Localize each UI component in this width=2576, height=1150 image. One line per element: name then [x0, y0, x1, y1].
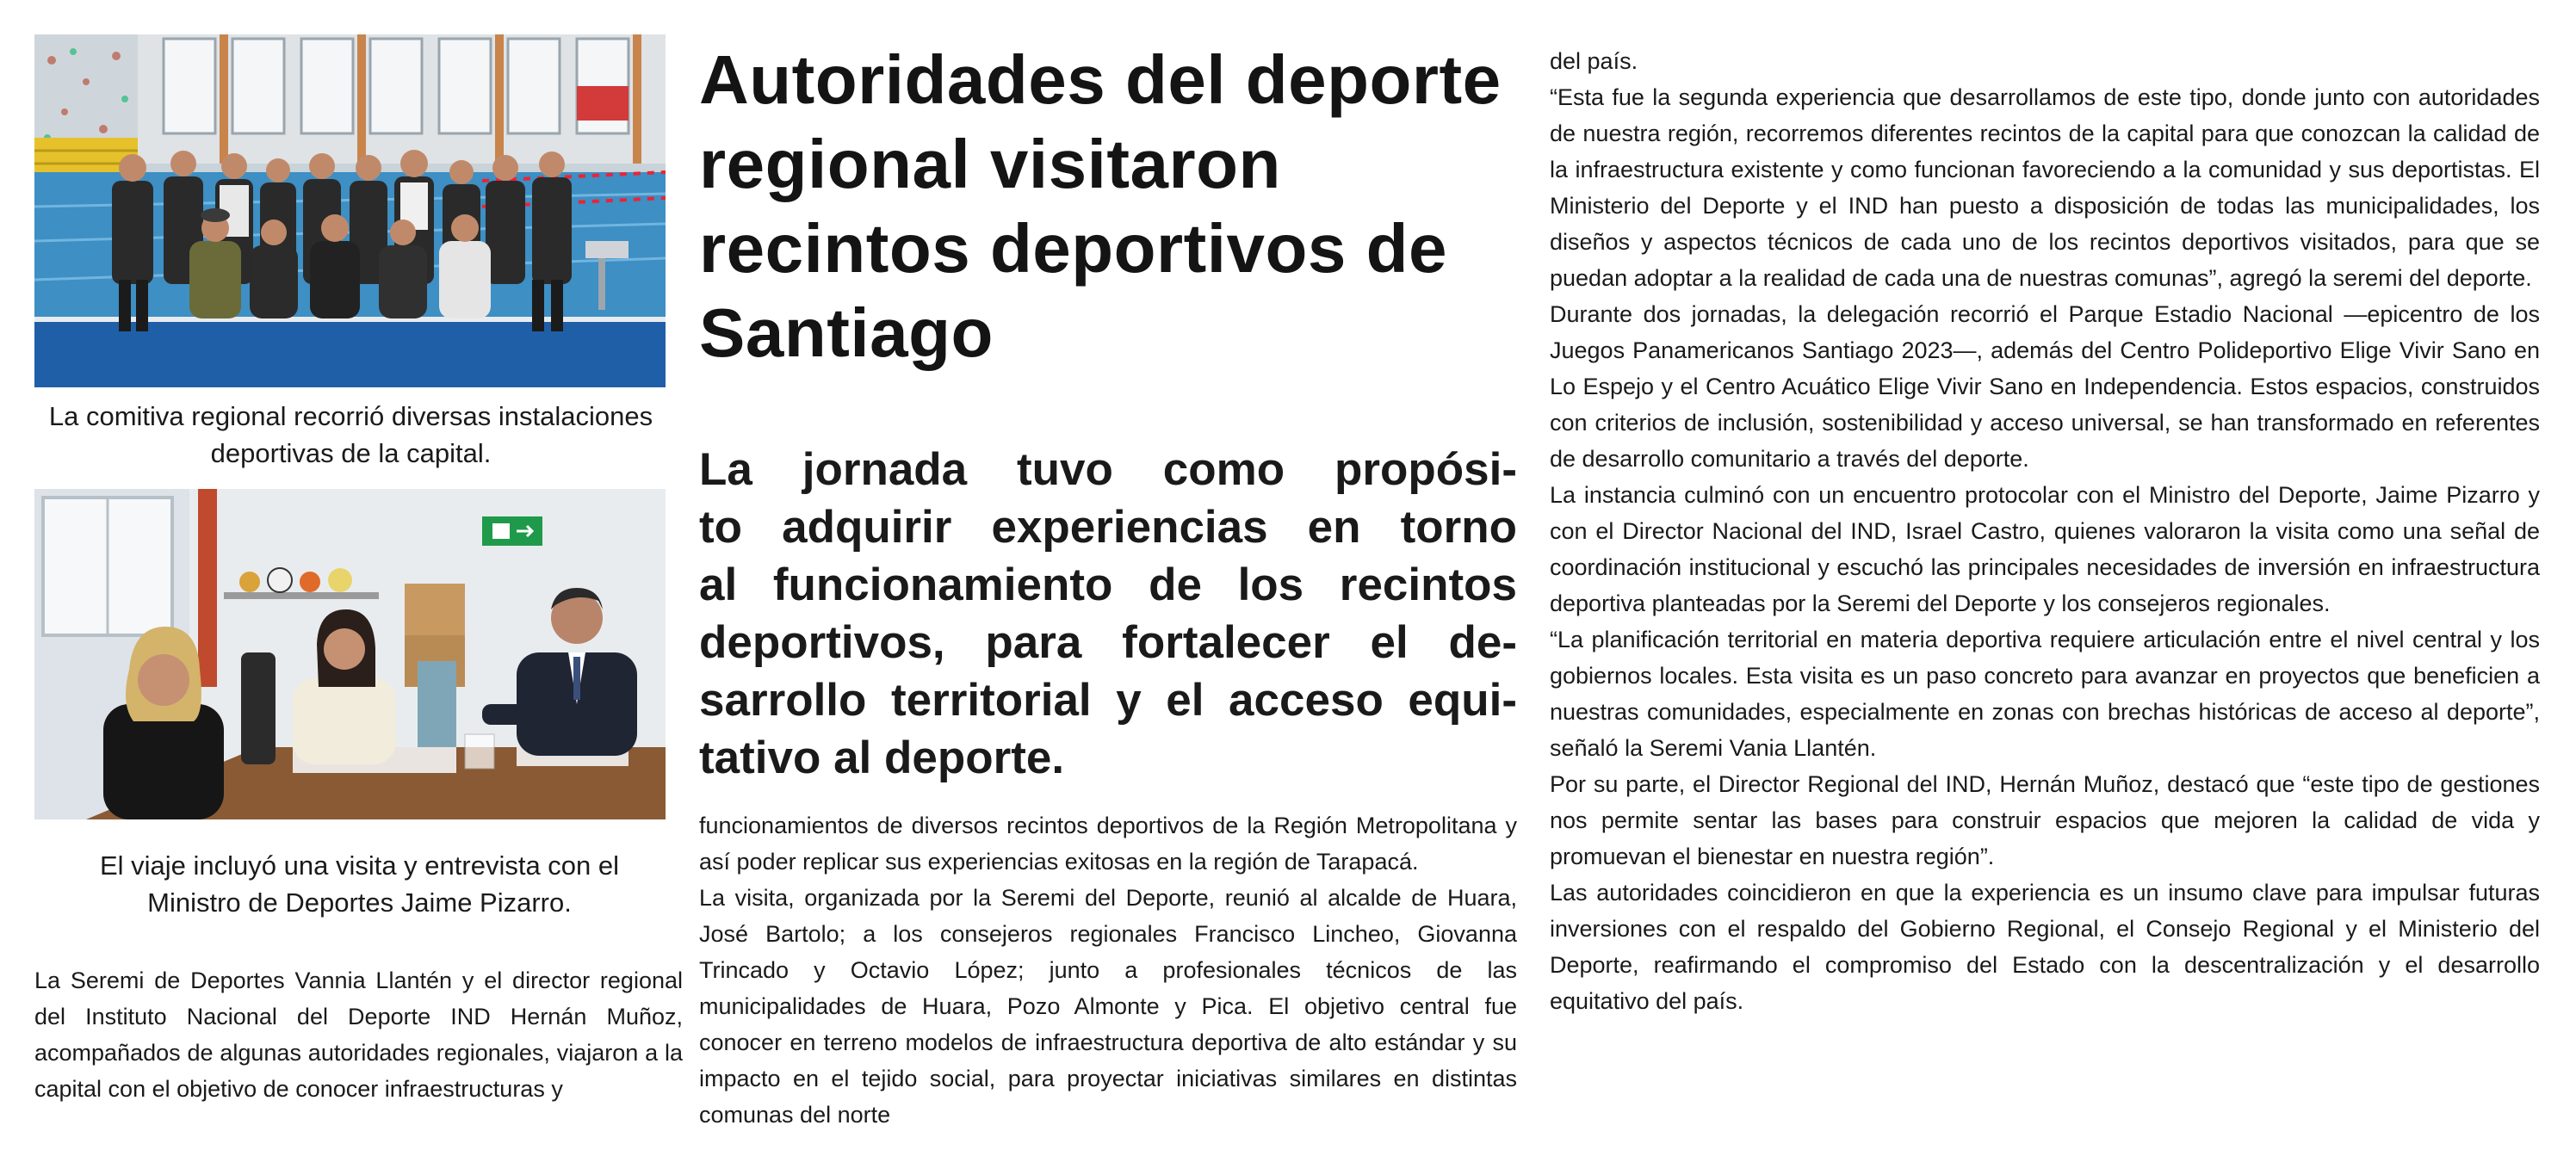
- pool-photo-illustration: [34, 34, 666, 387]
- meeting-photo-illustration: [34, 489, 666, 819]
- photo1-caption: La comitiva regional recorrió diversas instalaciones deportivas de la capital.: [48, 401, 653, 468]
- column3-paragraph: Durante dos jornadas, la delegación recorrió el Parque Estadio Nacional —epicentro de los Juegos Panamericanos Santiago 2023—, además del Centro Polideportivo Elige Vivir Sano en Lo Espejo y el Centro Acuático Elige Vivir Sano en Independencia. Estos espacios, construidos con criterios de inclusión, sostenibilidad y acceso universal, se han transformado en referentes de desarrollo comunitario a través del deporte.: [1550, 301, 2540, 472]
- column3-paragraph: “La planificación territorial en materia deportiva requiere articulación entre el nivel central y los gobiernos locales. Esta visita es un paso concreto para avanzar en proyectos que beneficien a nuestras comunidades, especialmente en zonas con brechas históricas de acceso al deporte”, señaló la Seremi Vania Llantén.: [1550, 627, 2540, 761]
- photo-minister-meeting: [34, 489, 666, 819]
- subhead-line: tativo al deporte.: [699, 733, 1065, 783]
- column3-paragraph: Por su parte, el Director Regional del IND, Hernán Muñoz, destacó que “este tipo de gestiones nos permite sentar las bases para construir espacios que mejoren la calidad de vida y promuevan el bienestar en nuestra región”.: [1550, 771, 2540, 869]
- subhead-line: La jornada tuvo como propósi-: [699, 444, 1517, 495]
- column3-paragraph: “Esta fue la segunda experiencia que desarrollamos de este tipo, donde junto con autoridades de nuestra región, recorremos diferentes recintos de la capital para que conozcan la calidad de la infraestructura existente y como funcionan favoreciendo a la comunidad y sus deportistas. El Ministerio del Deporte y el IND han puesto a disposición de todas las municipalidades, los diseños y aspectos técnicos de cada uno de los recintos deportivos visitados, para que se puedan adoptar a la realidad de cada una de nuestras comunas”, agregó la seremi del deporte.: [1550, 84, 2540, 291]
- column3-body: [1550, 43, 2540, 1019]
- column3-paragraph: del país.: [1550, 48, 1638, 74]
- column1-paragraph: La Seremi de Deportes Vannia Llantén y el director regional del Instituto Nacional del Deporte IND Hernán Muñoz, acompañados de algunas autoridades regionales, viajaron a la capital con el objetivo de conocer infraestructuras y: [34, 968, 683, 1102]
- column2-paragraph: funcionamientos de diversos recintos deportivos de la Región Metropolitana y así poder replicar sus experiencias exitosas en la región de Tarapacá.: [699, 813, 1517, 875]
- subhead-line: al funcionamiento de los recintos: [699, 560, 1517, 610]
- photo-delegation-pool: [34, 34, 666, 387]
- column2-body: [699, 807, 1517, 1133]
- column3-paragraph: La instancia culminó con un encuentro protocolar con el Ministro del Deporte, Jaime Pizarro y con el Director Nacional del IND, Israel Castro, quienes valoraron la visita como una señal de coordinación institucional y escuchó las principales necesidades de inversión en infraestructura deportiva planteadas por la Seremi del Deporte y los consejeros regionales.: [1550, 482, 2540, 616]
- photo2-caption: El viaje incluyó una visita y entrevista con el Ministro de Deportes Jaime Pizarro.: [99, 850, 620, 918]
- subhead-line: sarrollo territorial y el acceso equi-: [699, 675, 1517, 726]
- column3-paragraph: Las autoridades coincidieron en que la experiencia es un insumo clave para impulsar futuras inversiones con el respaldo del Gobierno Regional, el Consejo Regional y el Ministerio del Deporte, reafirmando el compromiso del Estado con la descentralización y el desarrollo equitativo del país.: [1550, 880, 2540, 1014]
- article-subhead: [699, 441, 1517, 787]
- column2-paragraph: La visita, organizada por la Seremi del Deporte, reunió al alcalde de Huara, José Bartolo; a los consejeros regionales Francisco Lincheo, Giovanna Trincado y Octavio López; junto a profesionales técnicos de las municipalidades de Huara, Pozo Almonte y Pica. El objetivo central fue conocer en terreno modelos de infraestructura deportiva de alto estándar y su impacto en el tejido social, para proyectar iniciativas similares en distintas comunas del norte: [699, 885, 1517, 1128]
- subhead-line: to adquirir experiencias en torno: [699, 502, 1517, 553]
- subhead-line: deportivos, para fortalecer el de-: [699, 617, 1517, 668]
- column1-body: [34, 962, 683, 1107]
- article-headline: Autoridades del deporte regional visitaron recintos deportivos de Santiago: [699, 41, 1502, 371]
